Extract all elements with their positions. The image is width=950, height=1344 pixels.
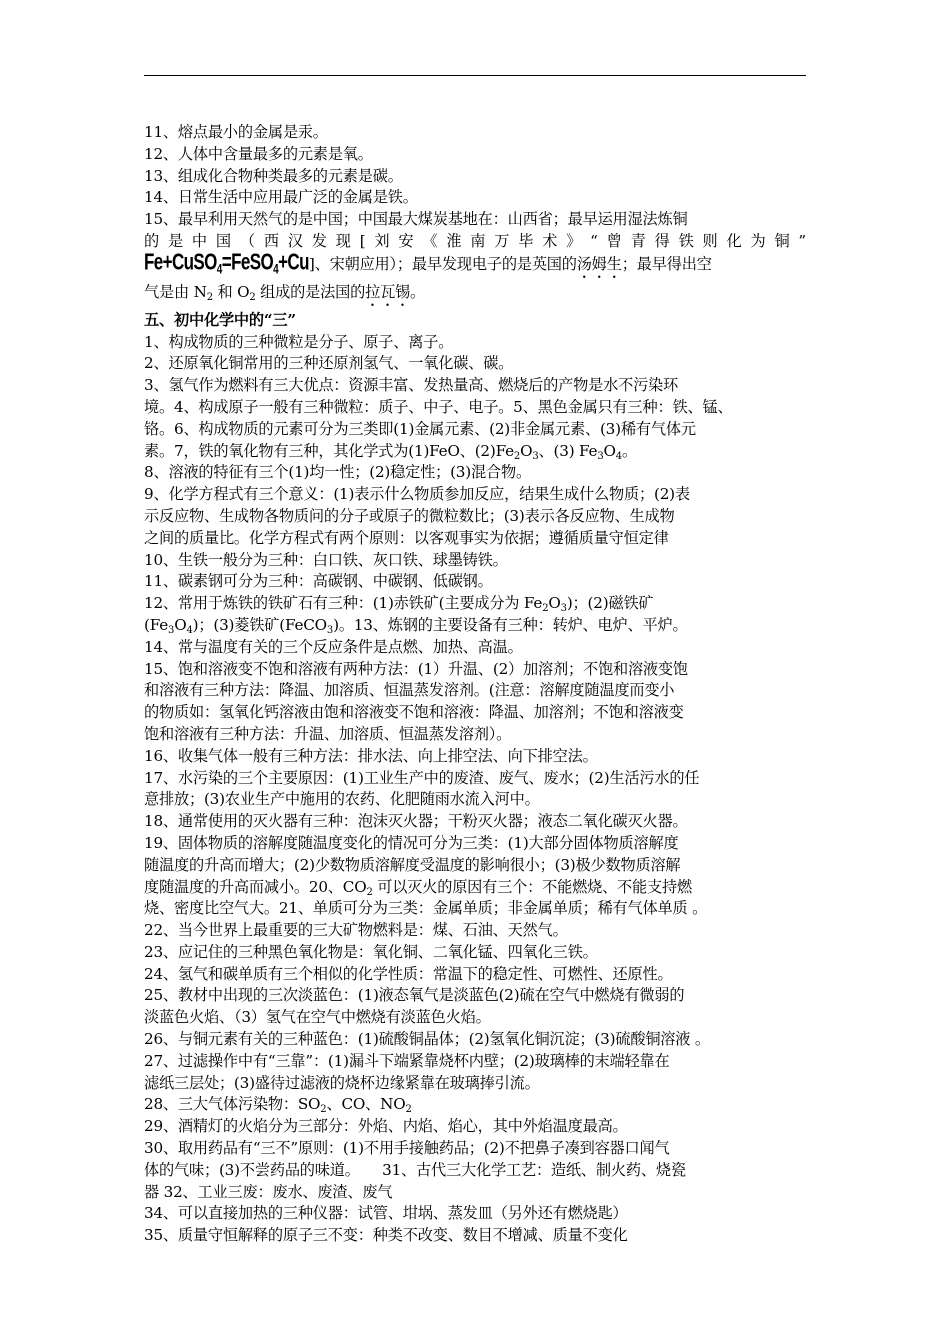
text-line: 25、教材中出现的三次淡蓝色：(1)液态氧气是淡蓝色(2)硫在空气中燃烧有微弱的 [144,986,685,1005]
text-line: 11、熔点最小的金属是汞。 [144,123,328,141]
emphasized-name: 拉瓦锡 [365,282,411,301]
text-line: 的物质如：氢氧化钙溶液由饱和溶液变不饱和溶液：降温、加溶剂；不饱和溶液变 [144,703,684,722]
text-line: 铬。6、构成物质的元素可分为三类即(1)金属元素、(2)非金属元素、(3)稀有气体元 [144,419,696,438]
text-line: 34、可以直接加热的三种仪器：试管、坩埚、蒸发皿（另外还有燃烧匙） [144,1204,628,1223]
text-line: 16、收集气体一般有三种方法：排水法、向上排空法、向下排空法。 [144,746,598,765]
text-line: 17、水污染的三个主要原因：(1)工业生产中的废渣、废气、废水；(2)生活污水的任 [144,768,700,787]
text-line: 22、当今世界上最重要的三大矿物燃料是：煤、石油、天然气。 [144,921,568,940]
text-line: 35、质量守恒解释的原子三不变：种类不改变、数目不增减、质量不变化 [144,1226,628,1245]
text-line: 器 32、工业三废：废水、废渣、废气 [144,1182,393,1201]
text-line: 12、人体中含量最多的元素是氧。 [144,144,373,163]
text-line: 28、三大气体污染物：$SO_2$、CO、$NO_2$ [144,1095,412,1116]
text-line: $(Fe_3O_4)$；(3)菱铁矿(FeCO$_3$)。13、炼钢的主要设备有三种：转炉、电炉、平炉。 [144,615,688,636]
text-line: 滤纸三层处；(3)盛待过滤液的烧杯边缘紧靠在玻璃捧引流。 [144,1073,540,1092]
text-line: 29、酒精灯的火焰分为三部分：外焰、内焰、焰心，其中外焰温度最高。 [144,1117,628,1136]
section-heading: 五、初中化学中的“三” [144,310,296,329]
header-rule [144,75,806,76]
emphasized-name: 汤姆生 [576,254,622,273]
text-line: 9、化学方程式有三个意义：(1)表示什么物质参加反应，结果生成什么物质；(2)表 [144,485,690,504]
document-body [144,122,806,1247]
text-line: 3、氢气作为燃料有三大优点：资源丰富、发热量高、燃烧后的产物是水不污染环 [144,376,679,395]
text-line: 15、最早利用天然气的是中国；中国最大煤炭基地在：山西省；最早运用湿法炼铜 [144,210,688,229]
text-line: 意排放；(3)农业生产中施用的农药、化肥随雨水流入河中。 [144,790,540,809]
text-line: 气是由 $N_2$ 和 $O_2$ 组成的是法国的拉瓦锡。 [144,282,426,303]
text-line: 15、饱和溶液变不饱和溶液有两种方法：(1）升温、(2）加溶剂；不饱和溶液变饱 [144,659,688,678]
text-line: 和溶液有三种方法：降温、加溶质、恒温蒸发溶剂。(注意：溶解度随温度而变小 [144,681,675,700]
text-line: 11、碳素钢可分为三种：高碳钢、中碳钢、低碳钢。 [144,572,493,591]
text-line: 体的气味；(3)不尝药品的味道。 31、古代三大化学工艺：造纸、制火药、烧瓷 [144,1160,686,1179]
text-line: 之间的质量比。化学方程式有两个原则：以客观事实为依据；遵循质量守恒定律 [144,528,669,547]
text-line: 示反应物、生成物各物质问的分子或原子的微粒数比；(3)表示各反应物、生成物 [144,506,675,525]
text-line: Fe+CuSO$_4$=FeSO$_4$+Cu]、宋朝应用）；最早发现电子的是英国的汤姆生；最早得出空 [144,253,806,282]
text-line: 素。7，铁的氧化物有三种，其化学式为(1)FeO、$(2)Fe_2O_3$、(3) $Fe_3O_4$。 [144,441,637,462]
chemical-equation: Fe+CuSO$_4$=FeSO$_4$+Cu [144,252,309,278]
text-line: 的是中国（西汉发现[刘安《淮南万毕术》“曾青得铁则化为铜” [144,231,806,250]
text-line: 27、过滤操作中有“三靠”：(1)漏斗下端紧靠烧杯内壁；(2)玻璃棒的末端轻靠在 [144,1051,670,1070]
text-line: 8、溶液的特征有三个(1)均一性；(2)稳定性；(3)混合物。 [144,463,531,482]
text-line: 14、日常生活中应用最广泛的金属是铁。 [144,188,418,207]
text-line: 18、通常使用的灭火器有三种：泡沫灭火器；干粉灭火器；液态二氧化碳灭火器。 [144,812,688,831]
text-line: 烧、密度比空气大。21、单质可分为三类：金属单质；非金属单质；稀有气体单质 。 [144,899,708,918]
text-line: 10、生铁一般分为三种：白口铁、灰口铁、球墨铸铁。 [144,550,508,569]
text-line: 1、构成物质的三种微粒是分子、原子、离子。 [144,332,454,351]
text-line: 2、还原氧化铜常用的三种还原剂氢气、一氧化碳、碳。 [144,354,514,373]
text-line: 12、常用于炼铁的铁矿石有三种：(1)赤铁矿(主要成分为 $Fe_2O_3$)；(2)磁铁矿 [144,594,654,615]
text-line: 13、组成化合物种类最多的元素是碳。 [144,166,403,185]
text-line: 随温度的升高而增大；(2)少数物质溶解度受温度的影响很小；(3)极少数物质溶解 [144,855,681,874]
text-line: 淡蓝色火焰、（3）氢气在空气中燃烧有淡蓝色火焰。 [144,1008,491,1027]
text-line: 30、取用药品有“三不”原则：(1)不用手接触药品；(2)不把鼻子凑到容器口闻气 [144,1139,670,1158]
text-line: 度随温度的升高而减小。20、$CO_2$ 可以灭火的原因有三个：不能燃烧、不能支持燃 [144,877,692,898]
text-line: 饱和溶液有三种方法：升温、加溶质、恒温蒸发溶剂）。 [144,724,512,743]
text-line: 24、氢气和碳单质有三个相似的化学性质：常温下的稳定性、可燃性、还原性。 [144,964,673,983]
text-line: 19、固体物质的溶解度随温度变化的情况可分为三类：(1)大部分固体物质溶解度 [144,833,679,852]
text-line: 14、常与温度有关的三个反应条件是点燃、加热、高温。 [144,637,523,656]
text-line: 26、与铜元素有关的三种蓝色：(1)硫酸铜晶体；(2)氢氧化铜沉淀；(3)硫酸铜溶液 。 [144,1030,710,1049]
text-line: 23、应记住的三种黑色氧化物是：氧化铜、二氧化锰、四氧化三铁。 [144,942,598,961]
text-line: 境。4、构成原子一般有三种微粒：质子、中子、电子。5、黑色金属只有三种：铁、锰、 [144,397,733,416]
